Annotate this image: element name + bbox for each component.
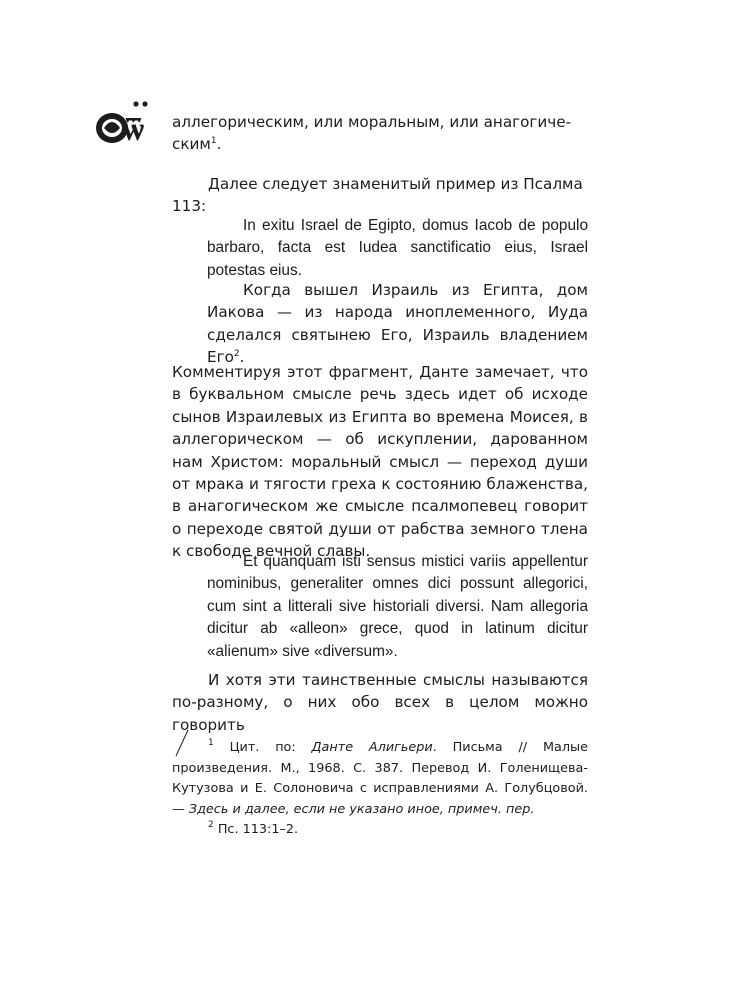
- footnote-1: $^1$ Цит. по: Данте Алигьери. Письма // Малые произведения. М., 1968. С. 387. Перевод И. Голенищева-Кутузова и Е. Солоновича с исправлениями А. Голубцовой. — Здесь и далее, если не указано иное, примеч. пер.: [172, 738, 588, 817]
- intro-paragraph: Далее следует знаменитый пример из Псалма 113:: [172, 175, 583, 216]
- publisher-logo-icon: [92, 98, 164, 150]
- russian-psalm-quote: Когда вышел Израиль из Египта, дом Иакова — из народа иноплеменного, Иуда сделался святынею Его, Израиль владением Его$^2$.: [207, 281, 588, 367]
- commentary-paragraph: Комментируя этот фрагмент, Данте замечает, что в буквальном смысле речь здесь идет об исходе сынов Израилевых из Египта во времена Моисея, в аллегорическом — об искуплении, дарованном нам Христом: моральный смысл — переход души от мрака и тягости греха к состоянию блаженства, в анагогическом же смысле псалмопевец говорит о переходе святой души от рабства земного тлена к свободе вечной славы.: [172, 363, 588, 561]
- final-paragraph: И хотя эти таинственные смыслы называются по-разному, о них обо всех в целом можно говорить: [172, 671, 588, 734]
- logo-glyph: ѿ: [123, 109, 145, 149]
- footnotes: [172, 738, 588, 841]
- latin-block-quote: Et quanquam isti sensus mistici variis appellentur nominibus, generaliter omnes dici possunt allegorici, cum sint a litterali sive historiali diversi. Nam allegoria dicitur ab «alleon» grece, quod in latinum dicitur «alienum» sive «diversum».: [207, 553, 588, 660]
- paragraph-continued: [172, 111, 588, 156]
- latin-psalm-quote: In exitu Israel de Egipto, domus Iacob de populo barbaro, facta est Iudea sanctificatio eius, Israel potestas eius.: [207, 217, 588, 279]
- line-2: ским$^1$.: [172, 135, 222, 154]
- footnote-ref-1[interactable]: 1: [210, 136, 217, 147]
- line-1: аллегорическим, или моральным, или анагогиче-: [172, 113, 572, 131]
- footnote-ref-2[interactable]: 2: [233, 349, 240, 360]
- footnote-2: $^2$ Пс. 113:1–2.: [208, 820, 299, 837]
